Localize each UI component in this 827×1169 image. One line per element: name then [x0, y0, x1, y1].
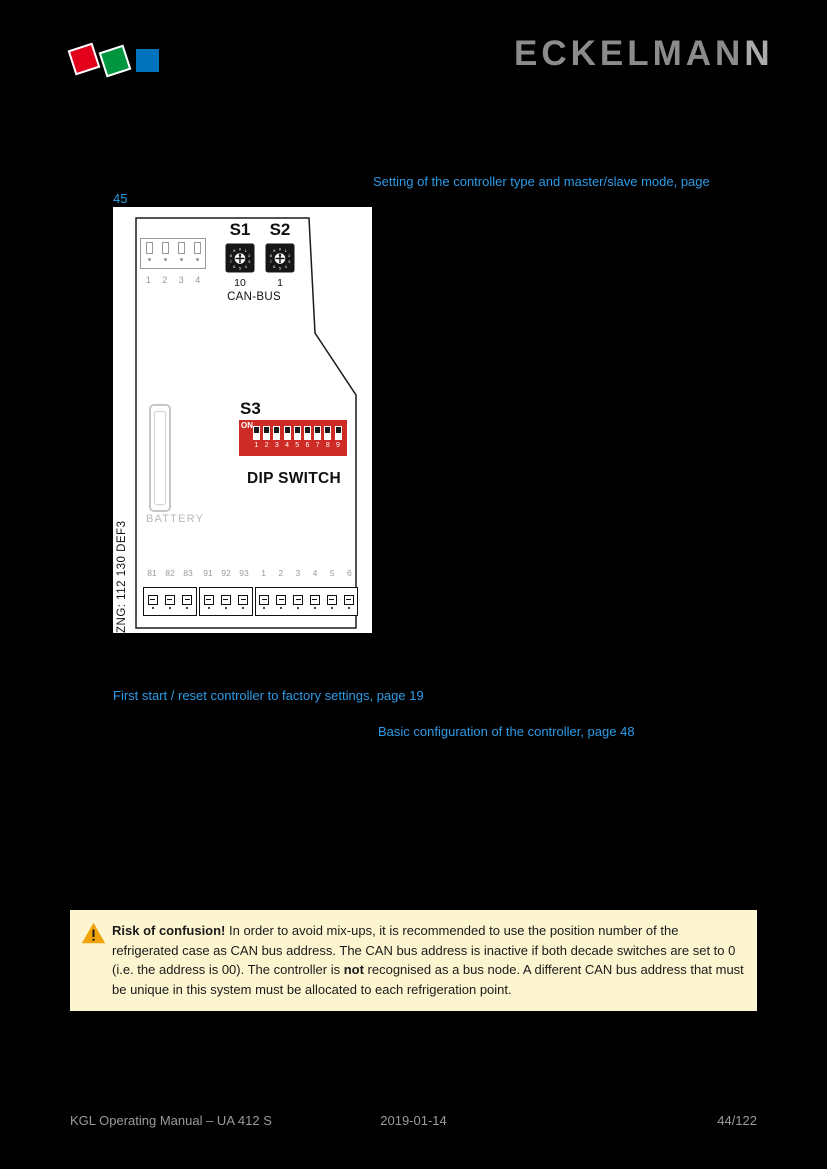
brand-wordmark-main: ECKELMAN [514, 34, 745, 73]
dial-digit: 5 [238, 265, 242, 271]
terminal-screw [221, 595, 231, 609]
terminal-labels-91-93 [199, 568, 253, 578]
s1-multiplier-label: 10 [234, 277, 246, 289]
dial-digit: 4 [244, 263, 247, 269]
dip-position: 4 [284, 426, 291, 449]
bottom-connector-left [143, 587, 197, 616]
terminal-screw [310, 595, 320, 609]
dial-digit: 3 [248, 259, 251, 264]
bottom-connector-right [255, 587, 358, 616]
link-basic-configuration[interactable]: Basic configuration of the controller, page 48 [378, 724, 635, 739]
terminal-number: 93 [239, 568, 249, 578]
pin-number: 2 [162, 275, 168, 285]
terminal-screw [327, 595, 337, 609]
dial-digit: 7 [269, 259, 272, 264]
pin-number: 3 [178, 275, 184, 285]
dial-digit: 6 [233, 263, 236, 269]
logo-green-square-icon [99, 45, 132, 78]
terminal-number: 6 [346, 568, 352, 578]
dial-digit: 9 [273, 248, 276, 254]
dial-digit: 1 [284, 248, 287, 254]
footer-page-number: 44/122 [717, 1113, 757, 1128]
terminal-screw [276, 595, 286, 609]
warning-text-segment: Risk of confusion! [112, 923, 226, 938]
terminal-screw [204, 595, 214, 609]
dial-digit: 5 [278, 265, 282, 271]
link-controller-type-setting-page-number[interactable]: 45 [113, 191, 128, 206]
dial-digit: 8 [269, 253, 272, 258]
dial-digit: 8 [229, 253, 232, 258]
s1-label: S1 [229, 220, 251, 239]
dip-switch-caption: DIP SWITCH [247, 470, 341, 487]
warning-triangle-icon [81, 922, 106, 944]
dial-digit: 2 [248, 253, 251, 258]
bottom-connector-middle [199, 587, 253, 616]
terminal-number: 4 [312, 568, 318, 578]
dip-position: 7 [314, 426, 321, 449]
terminal-number: 81 [147, 568, 157, 578]
brand-wordmark-last-letter: N [744, 34, 774, 73]
connector-pin [178, 242, 185, 261]
terminal-screw [165, 595, 175, 609]
terminal-screw [259, 595, 269, 609]
dip-on-label: ON [241, 421, 253, 430]
dip-switch-positions [253, 426, 342, 449]
terminal-screw [148, 595, 158, 609]
terminal-number: 83 [183, 568, 193, 578]
terminal-number: 1 [261, 568, 266, 578]
dial-digit: 3 [288, 259, 291, 264]
terminal-number: 5 [329, 568, 335, 578]
footer-date: 2019-01-14 [380, 1113, 447, 1128]
s2-multiplier-label: 1 [277, 277, 283, 289]
terminal-screw [238, 595, 248, 609]
footer-document-title: KGL Operating Manual – UA 412 S [70, 1113, 272, 1128]
board-id-vertical-text: ZNG: 112 130 DEF3 [116, 520, 128, 633]
terminal-number: 92 [221, 568, 231, 578]
top-connector-pin-numbers [140, 275, 206, 285]
dial-digit: 6 [273, 263, 276, 269]
logo-blue-square-icon [136, 49, 159, 72]
dial-digit: 4 [284, 263, 287, 269]
s3-label: S3 [240, 399, 261, 418]
dip-position: 5 [294, 426, 301, 449]
terminal-number: 2 [278, 568, 284, 578]
pin-number: 1 [145, 275, 151, 285]
top-connector [140, 238, 206, 269]
controller-board-diagram [113, 207, 372, 633]
s1-rotary-decade-switch [225, 243, 255, 273]
dial-digit: 1 [244, 248, 247, 254]
s2-rotary-decade-switch [265, 243, 295, 273]
dip-position: 3 [273, 426, 280, 449]
dip-position: 8 [324, 426, 331, 449]
dip-position: 6 [304, 426, 311, 449]
dip-position: 1 [253, 426, 260, 449]
warning-box [70, 910, 757, 1011]
terminal-screw [182, 595, 192, 609]
dial-digit: 0 [238, 246, 242, 252]
terminal-labels-81-83 [143, 568, 197, 578]
connector-pin [162, 242, 169, 261]
terminal-screw [344, 595, 354, 609]
warning-text-segment: In order to avoid mix-ups, it is recommended to use the position number of the refrigerated case as CAN bus address. The CAN bus address is inactive if both decade switches are set to 0 (i.e. the address is 00). The controller is [112, 923, 736, 977]
can-bus-label: CAN-BUS [227, 291, 281, 303]
dial-digit: 7 [229, 259, 232, 264]
terminal-number: 82 [165, 568, 175, 578]
dip-position: 9 [335, 426, 342, 449]
battery-holder-inner [154, 411, 166, 505]
connector-pin [194, 242, 201, 261]
brand-wordmark [514, 34, 774, 74]
s3-dip-switch [239, 420, 347, 456]
dial-digit: 2 [288, 253, 291, 258]
link-first-start-reset[interactable]: First start / reset controller to factory settings, page 19 [113, 688, 424, 703]
connector-pin [146, 242, 153, 261]
dial-digit: 0 [278, 246, 282, 252]
terminal-screw [293, 595, 303, 609]
dial-digit: 9 [233, 248, 236, 254]
battery-label: BATTERY [146, 513, 205, 525]
dip-position: 2 [263, 426, 270, 449]
warning-text [112, 921, 745, 999]
warning-text-segment: recognised as a bus node. A different CAN bus address that must be unique in this system must be allocated to each refrigeration point. [112, 962, 744, 997]
battery-holder [149, 404, 171, 512]
terminal-number: 91 [203, 568, 213, 578]
terminal-number: 3 [295, 568, 301, 578]
s2-label: S2 [269, 220, 291, 239]
warning-text-segment: not [343, 962, 364, 977]
pin-number: 4 [195, 275, 201, 285]
logo-red-square-icon [68, 43, 101, 76]
terminal-labels-1-6 [255, 568, 358, 578]
link-controller-type-setting[interactable]: Setting of the controller type and master/slave mode, page [373, 174, 710, 189]
eckelmann-logo [68, 38, 163, 78]
